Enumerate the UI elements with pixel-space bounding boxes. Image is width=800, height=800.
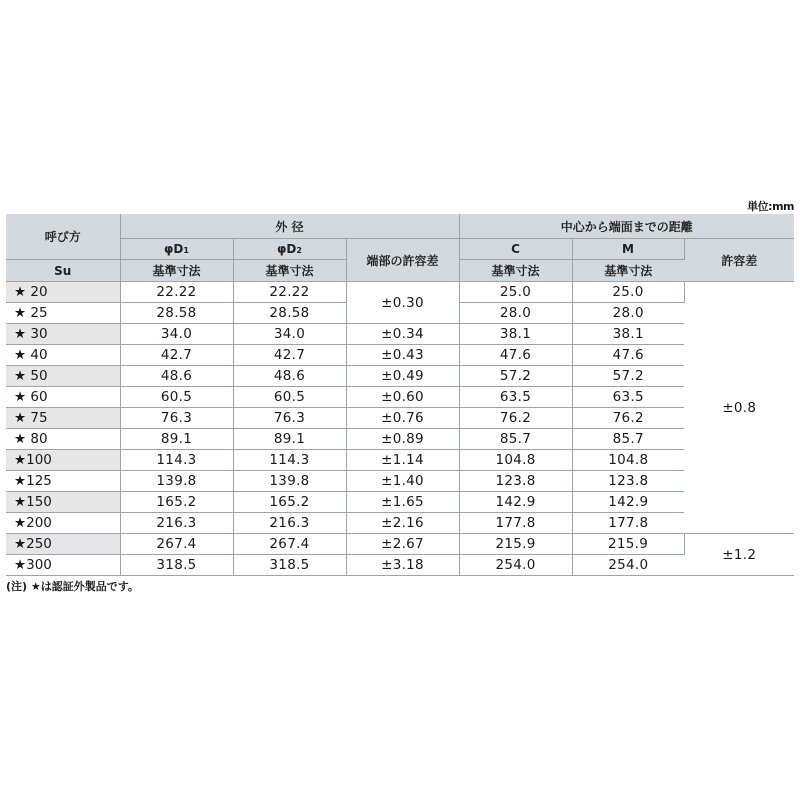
c-cell: 215.9	[459, 534, 572, 555]
d1-cell: 34.0	[120, 324, 233, 345]
header-basic-size-d2: 基準寸法	[233, 260, 346, 282]
footnote: (注) ★は認証外製品です。	[6, 580, 139, 593]
c-cell: 47.6	[459, 345, 572, 366]
size-cell: ★ 40	[6, 345, 120, 366]
header-basic-size-d1: 基準寸法	[120, 260, 233, 282]
m-cell: 85.7	[572, 429, 684, 450]
m-cell: 142.9	[572, 492, 684, 513]
c-cell: 104.8	[459, 450, 572, 471]
table-row	[6, 324, 794, 345]
size-cell: ★ 60	[6, 387, 120, 408]
header-m: M	[572, 239, 684, 260]
table-row	[6, 282, 794, 303]
end-tolerance-cell: ±0.60	[346, 387, 459, 408]
m-cell: 123.8	[572, 471, 684, 492]
header-row-2	[6, 239, 794, 260]
c-cell: 177.8	[459, 513, 572, 534]
d1-cell: 139.8	[120, 471, 233, 492]
header-c: C	[459, 239, 572, 260]
d1-cell: 114.3	[120, 450, 233, 471]
d1-cell: 89.1	[120, 429, 233, 450]
end-tolerance-cell: ±3.18	[346, 555, 459, 576]
m-cell: 47.6	[572, 345, 684, 366]
end-tolerance-cell: ±1.65	[346, 492, 459, 513]
header-center-distance: 中心から端面までの距離	[459, 214, 794, 239]
d2-cell: 34.0	[233, 324, 346, 345]
d1-cell: 48.6	[120, 366, 233, 387]
header-end-tolerance: 端部の許容差	[346, 239, 459, 282]
header-phi-d2: φD2	[233, 239, 346, 260]
c-cell: 63.5	[459, 387, 572, 408]
m-cell: 76.2	[572, 408, 684, 429]
d2-cell: 267.4	[233, 534, 346, 555]
size-cell: ★ 80	[6, 429, 120, 450]
m-cell: 104.8	[572, 450, 684, 471]
d1-cell: 267.4	[120, 534, 233, 555]
size-cell: ★150	[6, 492, 120, 513]
table-row	[6, 471, 794, 492]
d2-cell: 216.3	[233, 513, 346, 534]
end-tolerance-cell: ±1.40	[346, 471, 459, 492]
end-tolerance-cell: ±0.76	[346, 408, 459, 429]
end-tolerance-cell: ±0.89	[346, 429, 459, 450]
table-row	[6, 366, 794, 387]
m-cell: 215.9	[572, 534, 684, 555]
d1-cell: 42.7	[120, 345, 233, 366]
size-cell: ★250	[6, 534, 120, 555]
table-row	[6, 387, 794, 408]
m-cell: 57.2	[572, 366, 684, 387]
unit-label: 単位:mm	[747, 200, 794, 213]
m-cell: 28.0	[572, 303, 684, 324]
end-tolerance-cell: ±0.34	[346, 324, 459, 345]
tolerance-group-cell: ±1.2	[684, 534, 794, 576]
end-tolerance-cell: ±0.49	[346, 366, 459, 387]
header-basic-size-c: 基準寸法	[459, 260, 572, 282]
size-cell: ★ 25	[6, 303, 120, 324]
size-cell: ★ 75	[6, 408, 120, 429]
m-cell: 25.0	[572, 282, 684, 303]
header-row-1	[6, 214, 794, 239]
d1-cell: 60.5	[120, 387, 233, 408]
tolerance-group-cell: ±0.8	[684, 282, 794, 534]
header-nominal: 呼び方	[6, 214, 120, 260]
c-cell: 28.0	[459, 303, 572, 324]
size-cell: ★125	[6, 471, 120, 492]
d1-cell: 318.5	[120, 555, 233, 576]
d2-cell: 22.22	[233, 282, 346, 303]
table-row	[6, 345, 794, 366]
c-cell: 85.7	[459, 429, 572, 450]
spec-table	[6, 214, 794, 576]
m-cell: 177.8	[572, 513, 684, 534]
table-row	[6, 450, 794, 471]
c-cell: 123.8	[459, 471, 572, 492]
d2-cell: 165.2	[233, 492, 346, 513]
end-tolerance-cell: ±2.67	[346, 534, 459, 555]
table-row	[6, 534, 794, 555]
table-row	[6, 492, 794, 513]
c-cell: 38.1	[459, 324, 572, 345]
c-cell: 25.0	[459, 282, 572, 303]
header-phi-d1: φD1	[120, 239, 233, 260]
d1-cell: 165.2	[120, 492, 233, 513]
table-row	[6, 429, 794, 450]
d2-cell: 318.5	[233, 555, 346, 576]
size-cell: ★200	[6, 513, 120, 534]
c-cell: 76.2	[459, 408, 572, 429]
header-outer-diameter: 外 径	[120, 214, 459, 239]
table-row	[6, 513, 794, 534]
d1-cell: 28.58	[120, 303, 233, 324]
header-tolerance: 許容差	[684, 239, 794, 282]
c-cell: 254.0	[459, 555, 572, 576]
end-tolerance-cell: ±0.43	[346, 345, 459, 366]
size-cell: ★ 20	[6, 282, 120, 303]
d2-cell: 42.7	[233, 345, 346, 366]
d1-cell: 22.22	[120, 282, 233, 303]
end-tolerance-cell: ±2.16	[346, 513, 459, 534]
header-nominal-sub: Su	[6, 260, 120, 282]
d1-cell: 216.3	[120, 513, 233, 534]
m-cell: 63.5	[572, 387, 684, 408]
d2-cell: 48.6	[233, 366, 346, 387]
m-cell: 38.1	[572, 324, 684, 345]
d2-cell: 139.8	[233, 471, 346, 492]
size-cell: ★100	[6, 450, 120, 471]
d2-cell: 60.5	[233, 387, 346, 408]
size-cell: ★ 30	[6, 324, 120, 345]
d2-cell: 89.1	[233, 429, 346, 450]
d1-cell: 76.3	[120, 408, 233, 429]
table-row	[6, 408, 794, 429]
size-cell: ★300	[6, 555, 120, 576]
header-basic-size-m: 基準寸法	[572, 260, 684, 282]
end-tolerance-cell: ±1.14	[346, 450, 459, 471]
end-tolerance-cell: ±0.30	[346, 282, 459, 324]
m-cell: 254.0	[572, 555, 684, 576]
size-cell: ★ 50	[6, 366, 120, 387]
d2-cell: 114.3	[233, 450, 346, 471]
table-row	[6, 555, 794, 576]
d2-cell: 76.3	[233, 408, 346, 429]
c-cell: 57.2	[459, 366, 572, 387]
d2-cell: 28.58	[233, 303, 346, 324]
c-cell: 142.9	[459, 492, 572, 513]
